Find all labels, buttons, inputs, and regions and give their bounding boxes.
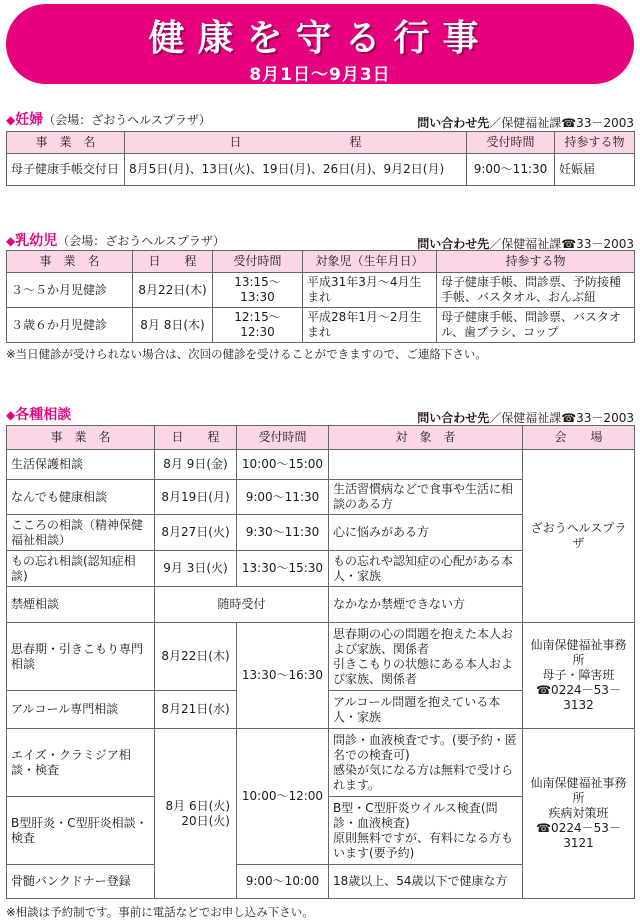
program-name: 生活保護相談 <box>7 450 155 480</box>
target-children: 平成28年1月～2月生まれ <box>303 308 437 343</box>
target-audience: B型・C型肝炎ウイルス検査(問診・血液検査) 原則無料ですが、有料になる方もいます(要予約) <box>329 797 523 865</box>
target-audience: 問診・血液検査です。(要予約・匿名での検査可) 感染が気になる方は無料で受けられます。 <box>329 729 523 797</box>
col-header: 会 場 <box>523 426 635 450</box>
reception-time: 13:30～15:30 <box>237 551 329 587</box>
target-audience: なかなか禁煙できない方 <box>329 587 523 623</box>
col-header: 持参する物 <box>437 251 635 273</box>
program-name: こころの相談（精神保健福祉相談） <box>7 515 155 551</box>
col-header: 対 象 者 <box>329 426 523 450</box>
venue-zao: ざおうヘルスプラザ <box>523 450 635 623</box>
target-audience: もの忘れや認知症の心配がある本人・家族 <box>329 551 523 587</box>
col-header: 対象児（生年月日） <box>303 251 437 273</box>
venue-dept: 母子・障害班 <box>542 668 615 682</box>
venue-sennan-maternal <box>523 623 635 729</box>
program-name: エイズ・クラミジア相談・検査 <box>7 729 155 797</box>
title-banner <box>6 4 634 84</box>
col-header: 日 程 <box>133 251 213 273</box>
program-name: B型肝炎・C型肝炎相談・検査 <box>7 797 155 865</box>
program-name: なんでも健康相談 <box>7 480 155 515</box>
col-header: 受付時間 <box>467 132 555 154</box>
reception-time: 12:15～12:30 <box>213 308 303 343</box>
venue-dept: 疾病対策班 <box>548 806 609 820</box>
col-header: 受付時間 <box>213 251 303 273</box>
program-date: 8月 8日(木) <box>133 308 213 343</box>
program-date: 8月21日(水) <box>155 691 237 729</box>
page-title: 健康を守る行事 <box>148 18 492 59</box>
target-audience: 生活習慣病などで食事や生活に相談のある方 <box>329 480 523 515</box>
consult-heading: ◆各種相談 <box>6 407 72 423</box>
pregnancy-table <box>6 131 635 186</box>
target-audience <box>329 450 523 480</box>
infant-note: ※当日健診が受けられない場合は、次回の健診を受けることができますので、ご連絡下さい。 <box>6 347 487 361</box>
program-name: ３歳６か月児健診 <box>7 308 133 343</box>
venue-office: 仙南保健福祉事務所 <box>530 638 627 667</box>
consult-note: ※相談は予約制です。事前に電話などでお申し込み下さい。 <box>6 905 314 919</box>
reception-time: 13:30～16:30 <box>237 623 329 729</box>
infant-heading: ◆乳幼児（会場：ざおうヘルスプラザ） <box>6 233 225 249</box>
col-header: 受付時間 <box>237 426 329 450</box>
reception-time: 9:00～10:00 <box>237 865 329 899</box>
program-datetime: 随時受付 <box>155 587 329 623</box>
infant-table <box>6 250 635 343</box>
program-dates: 8月5日(月)、13日(火)、19日(月)、26日(月)、9月2日(月) <box>125 154 467 186</box>
reception-time: 10:00～15:00 <box>237 450 329 480</box>
reception-time: 9:30～11:30 <box>237 515 329 551</box>
target-audience: アルコール問題を抱えている本人・家族 <box>329 691 523 729</box>
venue-phone: ☎0224－53－3132 <box>536 683 621 712</box>
reception-time: 13:15～13:30 <box>213 273 303 308</box>
reception-time: 9:00～11:30 <box>237 480 329 515</box>
program-date: 8月22日(木) <box>133 273 213 308</box>
program-date: 8月22日(木) <box>155 623 237 691</box>
program-date: 8月 9日(金) <box>155 450 237 480</box>
col-header: 日 程 <box>125 132 467 154</box>
program-date: 8月27日(火) <box>155 515 237 551</box>
program-name: 母子健康手帳交付日 <box>7 154 125 186</box>
program-date: 9月 3日(火) <box>155 551 237 587</box>
items-to-bring: 妊娠届 <box>555 154 635 186</box>
program-name: アルコール専門相談 <box>7 691 155 729</box>
col-header: 事 業 名 <box>7 426 155 450</box>
program-date: 8月 6日(火) 20日(火) <box>155 729 237 899</box>
program-name: もの忘れ相談(認知症相談) <box>7 551 155 587</box>
venue-phone: ☎0224－53－3121 <box>536 821 621 850</box>
col-header: 日 程 <box>155 426 237 450</box>
target-audience: 心に悩みがある方 <box>329 515 523 551</box>
consult-contact: 問い合わせ先／保健福祉課☎33－2003 <box>417 411 634 425</box>
venue-office: 仙南保健福祉事務所 <box>530 776 627 805</box>
col-header: 事 業 名 <box>7 251 133 273</box>
target-audience: 思春期の心の問題を抱えた本人および家族、関係者 引きこもりの状態にある本人および家族、関係者 <box>329 623 523 691</box>
program-name: 思春期・引きこもり専門相談 <box>7 623 155 691</box>
program-name: ３～５か月児健診 <box>7 273 133 308</box>
col-header: 事 業 名 <box>7 132 125 154</box>
pregnancy-heading: ◆妊婦（会場：ざおうヘルスプラザ） <box>6 112 211 128</box>
program-name: 禁煙相談 <box>7 587 155 623</box>
infant-contact: 問い合わせ先／保健福祉課☎33－2003 <box>417 237 634 251</box>
consult-table <box>6 425 635 899</box>
col-header: 持参する物 <box>555 132 635 154</box>
items-to-bring: 母子健康手帳、問診票、バスタオル、歯ブラシ、コップ <box>437 308 635 343</box>
reception-time: 10:00～12:00 <box>237 729 329 865</box>
items-to-bring: 母子健康手帳、問診票、予防接種手帳、バスタオル、おんぶ紐 <box>437 273 635 308</box>
pregnancy-contact: 問い合わせ先／保健福祉課☎33－2003 <box>417 116 634 130</box>
program-name: 骨髄バンクドナー登録 <box>7 865 155 899</box>
venue-sennan-disease <box>523 729 635 899</box>
target-audience: 18歳以上、54歳以下で健康な方 <box>329 865 523 899</box>
period: 8月1日～9月3日 <box>249 65 391 85</box>
target-children: 平成31年3月～4月生まれ <box>303 273 437 308</box>
reception-time: 9:00～11:30 <box>467 154 555 186</box>
program-date: 8月19日(月) <box>155 480 237 515</box>
